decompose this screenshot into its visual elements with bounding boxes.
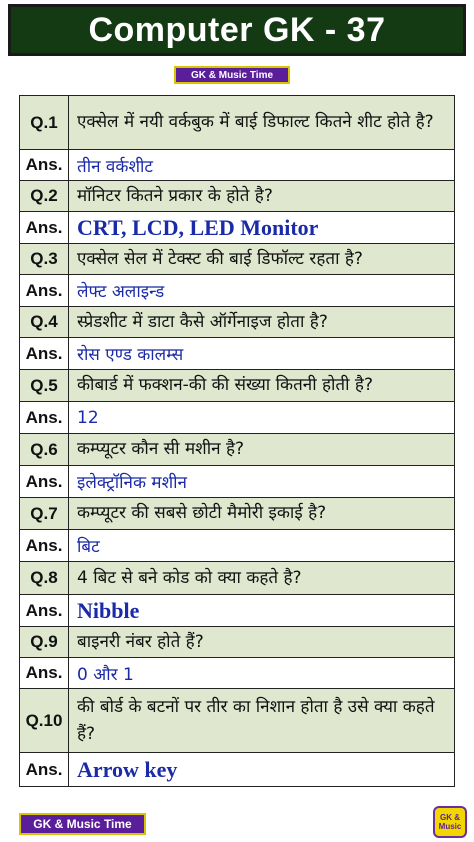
qa-row-q10: [20, 689, 455, 753]
qa-row-ans2: [20, 212, 455, 244]
answer-text: बिट: [69, 530, 455, 562]
qa-row-q9: [20, 627, 455, 658]
answer-text: Arrow key: [69, 753, 455, 787]
question-text: बाइनरी नंबर होते हैं?: [69, 627, 455, 658]
qa-row-ans7: [20, 530, 455, 562]
row-label: Q.4: [20, 307, 69, 338]
page-title-bar: [8, 4, 466, 56]
answer-text: रोस एण्ड कालम्स: [69, 338, 455, 370]
brand-badge-bottom-label: GK & Music Time: [33, 817, 132, 831]
row-label: Q.7: [20, 498, 69, 530]
qa-row-ans5: [20, 402, 455, 434]
qa-row-q1: [20, 96, 455, 150]
question-text: मॉनिटर कितने प्रकार के होते है?: [69, 181, 455, 212]
qa-row-q5: [20, 370, 455, 402]
row-label: Ans.: [20, 275, 69, 307]
row-label: Q.1: [20, 96, 69, 150]
qa-row-q3: [20, 244, 455, 275]
answer-text: लेफ्ट अलाइन्ड: [69, 275, 455, 307]
brand-logo: [433, 806, 467, 838]
question-text: कीबार्ड में फक्शन-की की संख्या कितनी होती है?: [69, 370, 455, 402]
question-text: कम्प्यूटर की सबसे छोटी मैमोरी इकाई है?: [69, 498, 455, 530]
row-label: Q.9: [20, 627, 69, 658]
qa-row-ans10: [20, 753, 455, 787]
row-label: Ans.: [20, 338, 69, 370]
logo-line-1: GK &: [440, 813, 460, 822]
question-text: कम्प्यूटर कौन सी मशीन है?: [69, 434, 455, 466]
answer-text: तीन वर्कशीट: [69, 150, 455, 181]
answer-text: Nibble: [69, 595, 455, 627]
answer-text: CRT, LCD, LED Monitor: [69, 212, 455, 244]
row-label: Q.3: [20, 244, 69, 275]
brand-badge-top: [174, 66, 290, 84]
row-label: Ans.: [20, 150, 69, 181]
answer-text: 0 और 1: [69, 658, 455, 689]
row-label: Q.5: [20, 370, 69, 402]
qa-table: [19, 95, 455, 787]
row-label: Ans.: [20, 530, 69, 562]
row-label: Ans.: [20, 402, 69, 434]
brand-badge-top-label: GK & Music Time: [190, 69, 274, 81]
qa-row-q8: [20, 562, 455, 595]
row-label: Q.10: [20, 689, 69, 753]
question-text: एक्सेल में नयी वर्कबुक में बाई डिफाल्ट कितने शीट होते है?: [69, 96, 455, 150]
qa-row-q2: [20, 181, 455, 212]
row-label: Q.8: [20, 562, 69, 595]
row-label: Ans.: [20, 212, 69, 244]
row-label: Ans.: [20, 658, 69, 689]
row-label: Q.2: [20, 181, 69, 212]
answer-text: इलेक्ट्रॉनिक मशीन: [69, 466, 455, 498]
row-label: Ans.: [20, 466, 69, 498]
logo-line-2: Music: [438, 822, 462, 831]
qa-row-ans3: [20, 275, 455, 307]
qa-row-q4: [20, 307, 455, 338]
page-title: Computer GK - 37: [88, 10, 386, 49]
brand-badge-bottom: [19, 813, 146, 835]
qa-row-ans8: [20, 595, 455, 627]
question-text: 4 बिट से बने कोड को क्या कहते है?: [69, 562, 455, 595]
question-text: की बोर्ड के बटनों पर तीर का निशान होता है उसे क्या कहते हैं?: [69, 689, 455, 753]
answer-text: 12: [69, 402, 455, 434]
row-label: Q.6: [20, 434, 69, 466]
qa-row-ans6: [20, 466, 455, 498]
qa-row-ans1: [20, 150, 455, 181]
qa-row-ans9: [20, 658, 455, 689]
question-text: स्प्रेडशीट में डाटा कैसे ऑर्गेनाइज होता है?: [69, 307, 455, 338]
row-label: Ans.: [20, 595, 69, 627]
qa-row-ans4: [20, 338, 455, 370]
qa-row-q6: [20, 434, 455, 466]
qa-row-q7: [20, 498, 455, 530]
question-text: एक्सेल सेल में टेक्स्ट की बाई डिफॉल्ट रहता है?: [69, 244, 455, 275]
row-label: Ans.: [20, 753, 69, 787]
